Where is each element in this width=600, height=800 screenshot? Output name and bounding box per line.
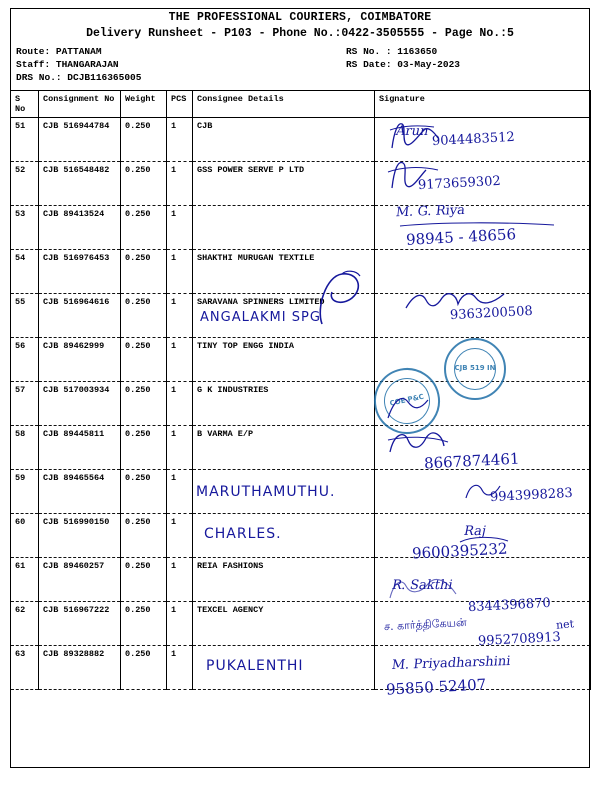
cell-signature	[375, 118, 591, 162]
company-title: THE PROFESSIONAL COURIERS, COIMBATORE	[168, 11, 432, 24]
cell-sno: 53	[11, 206, 39, 250]
staff-label: Staff: THANGARAJAN	[16, 58, 119, 70]
runsheet-table	[10, 90, 591, 690]
route-label: Route: PATTANAM	[16, 46, 102, 57]
table-header-row	[11, 91, 591, 118]
table-body	[11, 118, 591, 690]
cell-consignment: CJB 517003934	[39, 382, 121, 426]
cell-consignment: CJB 89465564	[39, 470, 121, 514]
handwriting-row59-phone: 9943998283	[489, 485, 574, 506]
table-row	[11, 646, 591, 690]
handwriting-row60-signature: Raj	[462, 524, 488, 539]
meta-block	[10, 46, 590, 84]
handwriting-row58-phone: 8667874461	[423, 449, 520, 473]
cell-consignment: CJB 89462999	[39, 338, 121, 382]
cell-pcs: 1	[167, 558, 193, 602]
cell-weight: 0.250	[121, 646, 167, 690]
stamp-1-text: CJB 519 IN	[454, 364, 496, 373]
cell-consignee: B VARMA E/P	[193, 426, 375, 470]
table-row	[11, 250, 591, 294]
cell-pcs: 1	[167, 162, 193, 206]
table-row	[11, 470, 591, 514]
cell-consignment: CJB 89460257	[39, 558, 121, 602]
handwriting-row60-phone: 9600395232	[411, 539, 508, 563]
handwriting-row61-phone: 8344396870	[467, 595, 552, 616]
cell-consignment: CJB 516990150	[39, 514, 121, 558]
cell-pcs: 1	[167, 426, 193, 470]
cell-sno: 60	[11, 514, 39, 558]
cell-signature	[375, 162, 591, 206]
cell-weight: 0.250	[121, 426, 167, 470]
cell-sno: 51	[11, 118, 39, 162]
cell-weight: 0.250	[121, 470, 167, 514]
cell-consignment: CJB 516944784	[39, 118, 121, 162]
cell-signature	[375, 426, 591, 470]
cell-signature	[375, 646, 591, 690]
cell-pcs: 1	[167, 206, 193, 250]
cell-signature	[375, 470, 591, 514]
cell-weight: 0.250	[121, 382, 167, 426]
handwriting-row63-phone: 95850 52407	[385, 675, 487, 699]
table-row	[11, 602, 591, 646]
cell-sno: 63	[11, 646, 39, 690]
handwriting-row62-phone: 9952708913	[477, 629, 562, 650]
meta-right	[346, 46, 590, 84]
cell-weight: 0.250	[121, 162, 167, 206]
stamp-2-text: COE P&C	[389, 392, 425, 408]
handwriting-row61-signature: R. Sakthi	[390, 578, 454, 593]
cell-consignee	[193, 470, 375, 514]
cell-consignee	[193, 206, 375, 250]
table-row	[11, 382, 591, 426]
handwriting-row59-name: MARUTHAMUTHU.	[196, 484, 336, 500]
cell-consignee: TEXCEL AGENCY	[193, 602, 375, 646]
cell-consignment: CJB 516964616	[39, 294, 121, 338]
handwriting-row62-tamil: ச. கார்த்திகேயன்	[383, 615, 467, 634]
cell-consignment: CJB 89328882	[39, 646, 121, 690]
cell-sno: 59	[11, 470, 39, 514]
cell-signature	[375, 294, 591, 338]
cell-consignee: CJB	[193, 118, 375, 162]
col-header-consignment: Consignment No	[39, 91, 121, 118]
cell-sno: 61	[11, 558, 39, 602]
handwriting-row53-name: M. G. Riya	[395, 202, 466, 221]
cell-weight: 0.250	[121, 602, 167, 646]
cell-weight: 0.250	[121, 558, 167, 602]
col-header-pcs: PCS	[167, 91, 193, 118]
cell-weight: 0.250	[121, 514, 167, 558]
cell-consignment: CJB 89445811	[39, 426, 121, 470]
table-row	[11, 162, 591, 206]
col-header-weight: Weight	[121, 91, 167, 118]
cell-sno: 56	[11, 338, 39, 382]
handwriting-row53-phone: 98945 - 48656	[405, 225, 517, 249]
cell-sno: 55	[11, 294, 39, 338]
handwriting-row51-signature: Arun	[394, 124, 430, 139]
cell-consignee: SHAKTHI MURUGAN TEXTILE	[193, 250, 375, 294]
handwriting-row62-mark: net	[555, 617, 575, 632]
col-header-sno: S No	[11, 91, 39, 118]
cell-consignee: SARAVANA SPINNERS LIMITED	[193, 294, 375, 338]
cell-pcs: 1	[167, 250, 193, 294]
rs-date-label: RS Date: 03-May-2023	[345, 58, 460, 70]
cell-consignee: REIA FASHIONS	[193, 558, 375, 602]
cell-pcs: 1	[167, 294, 193, 338]
cell-consignee	[193, 514, 375, 558]
cell-pcs: 1	[167, 338, 193, 382]
handwriting-row51-phone: 9044483512	[431, 129, 516, 150]
cell-consignment: CJB 516967222	[39, 602, 121, 646]
handwriting-row60-name: CHARLES.	[204, 526, 282, 542]
cell-weight: 0.250	[121, 250, 167, 294]
cell-weight: 0.250	[121, 118, 167, 162]
handwriting-row55-company: ANGALAKMI SPG	[200, 310, 321, 325]
col-header-consignee: Consignee Details	[193, 91, 375, 118]
cell-pcs: 1	[167, 602, 193, 646]
table-row	[11, 558, 591, 602]
document-title: Delivery Runsheet - P103 - Phone No.:0422-3505555 - Page No.:5	[86, 27, 514, 40]
table-row	[11, 294, 591, 338]
table-row	[11, 206, 591, 250]
rs-no-label: RS No. : 1163650	[345, 46, 438, 57]
cell-signature	[375, 602, 591, 646]
cell-pcs: 1	[167, 646, 193, 690]
cell-sno: 52	[11, 162, 39, 206]
cell-sno: 62	[11, 602, 39, 646]
col-header-signature: Signature	[375, 91, 591, 118]
handwriting-row63-signature: M. Priyadharshini	[390, 653, 512, 674]
cell-pcs: 1	[167, 470, 193, 514]
table-row	[11, 514, 591, 558]
cell-signature	[375, 514, 591, 558]
cell-pcs: 1	[167, 118, 193, 162]
cell-sno: 54	[11, 250, 39, 294]
cell-consignee: TINY TOP ENGG INDIA	[193, 338, 375, 382]
cell-consignee: GSS POWER SERVE P LTD	[193, 162, 375, 206]
cell-consignee	[193, 646, 375, 690]
cell-consignment: CJB 89413524	[39, 206, 121, 250]
cell-signature	[375, 250, 591, 294]
cell-consignee: G K INDUSTRIES	[193, 382, 375, 426]
cell-sno: 57	[11, 382, 39, 426]
handwriting-row52-phone: 9173659302	[417, 173, 502, 194]
meta-left	[10, 46, 141, 84]
handwriting-row63-name: PUKALENTHI	[206, 658, 304, 674]
table-row	[11, 118, 591, 162]
cell-consignment: CJB 516976453	[39, 250, 121, 294]
drs-label: DRS No.: DCJB116365005	[16, 71, 142, 83]
cell-sno: 58	[11, 426, 39, 470]
cell-signature	[375, 206, 591, 250]
table-row	[11, 426, 591, 470]
cell-pcs: 1	[167, 382, 193, 426]
table-row	[11, 338, 591, 382]
cell-weight: 0.250	[121, 338, 167, 382]
cell-consignment: CJB 516548482	[39, 162, 121, 206]
cell-signature	[375, 558, 591, 602]
cell-signature	[375, 338, 591, 382]
cell-weight: 0.250	[121, 206, 167, 250]
cell-weight: 0.250	[121, 294, 167, 338]
cell-signature	[375, 382, 591, 426]
handwriting-row55-phone: 9363200508	[449, 303, 534, 324]
cell-pcs: 1	[167, 514, 193, 558]
